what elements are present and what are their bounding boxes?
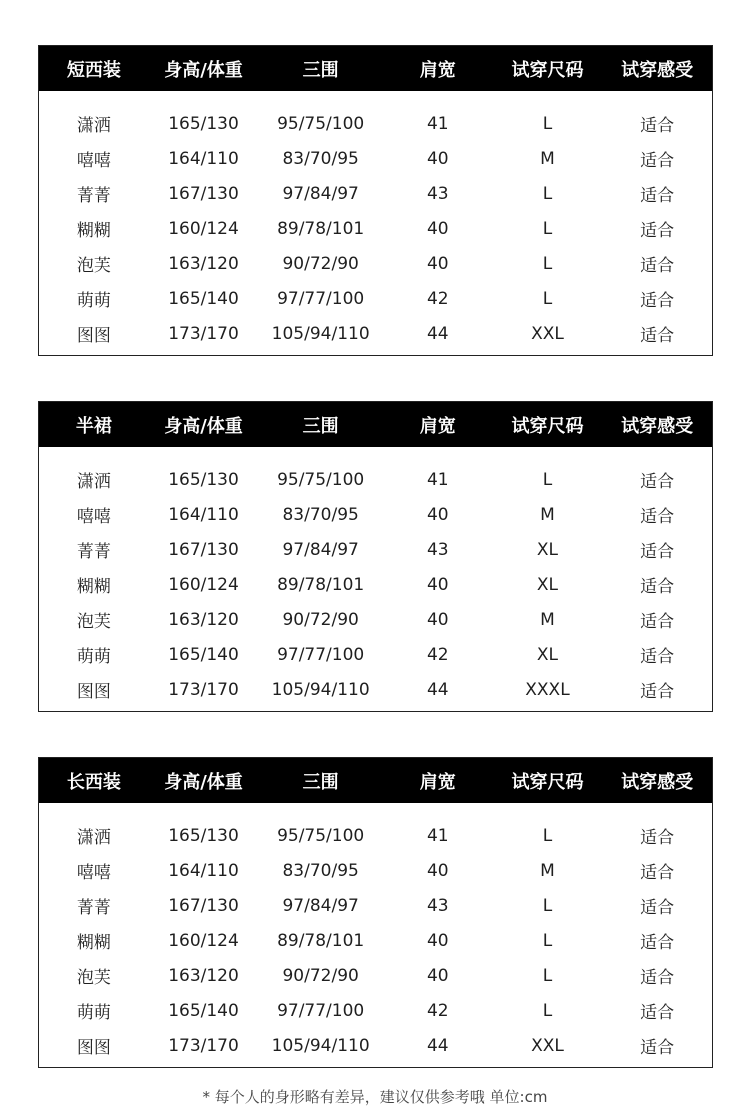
column-header-fit: 试穿感受 xyxy=(621,415,694,437)
cell-size: L xyxy=(542,218,553,239)
size-table-half-skirt xyxy=(38,401,713,712)
cell-height-weight: 173/170 xyxy=(168,1035,239,1056)
category-label: 长西装 xyxy=(66,771,121,793)
cell-measurements: 105/94/110 xyxy=(271,679,370,700)
cell-measurements: 105/94/110 xyxy=(271,323,370,344)
column-header-shoulder: 肩宽 xyxy=(419,771,456,793)
cell-measurements: 89/78/101 xyxy=(277,218,365,239)
cell-size: L xyxy=(542,895,553,916)
cell-height-weight: 173/170 xyxy=(168,679,239,700)
cell-model: 菁菁 xyxy=(76,186,111,206)
cell-shoulder: 41 xyxy=(426,469,449,490)
cell-height-weight: 160/124 xyxy=(168,218,239,239)
cell-fit: 适合 xyxy=(640,116,675,136)
table-body xyxy=(39,803,712,1063)
cell-measurements: 95/75/100 xyxy=(277,825,365,846)
table-row xyxy=(39,923,712,958)
cell-model: 萌萌 xyxy=(76,291,111,311)
cell-size: XL xyxy=(536,539,559,560)
cell-shoulder: 44 xyxy=(426,323,449,344)
cell-fit: 适合 xyxy=(640,326,675,346)
table-row xyxy=(39,958,712,993)
cell-size: L xyxy=(542,930,553,951)
table-row xyxy=(39,888,712,923)
category-label: 短西装 xyxy=(66,59,121,81)
table-row xyxy=(39,462,712,497)
cell-height-weight: 164/110 xyxy=(168,148,239,169)
cell-fit: 适合 xyxy=(640,472,675,492)
cell-model: 潇洒 xyxy=(76,116,111,136)
table-row xyxy=(39,853,712,888)
table-body xyxy=(39,91,712,351)
cell-height-weight: 163/120 xyxy=(168,253,239,274)
column-header-size: 试穿尺码 xyxy=(511,415,584,437)
cell-size: L xyxy=(542,1000,553,1021)
cell-shoulder: 43 xyxy=(426,539,449,560)
cell-height-weight: 160/124 xyxy=(168,930,239,951)
cell-measurements: 90/72/90 xyxy=(282,609,359,630)
cell-height-weight: 165/140 xyxy=(168,1000,239,1021)
table-row xyxy=(39,532,712,567)
cell-height-weight: 167/130 xyxy=(168,539,239,560)
cell-height-weight: 167/130 xyxy=(168,895,239,916)
cell-height-weight: 160/124 xyxy=(168,574,239,595)
column-header-size: 试穿尺码 xyxy=(511,59,584,81)
cell-fit: 适合 xyxy=(640,151,675,171)
cell-fit: 适合 xyxy=(640,863,675,883)
footnote: * 每个人的身形略有差异，建议仅供参考哦 单位:cm xyxy=(202,1088,548,1106)
cell-size: XL xyxy=(536,644,559,665)
table-row xyxy=(39,818,712,853)
table-row xyxy=(39,106,712,141)
column-header-fit: 试穿感受 xyxy=(621,59,694,81)
column-header-height-weight: 身高/体重 xyxy=(164,59,243,81)
cell-measurements: 97/84/97 xyxy=(282,895,359,916)
table-row xyxy=(39,602,712,637)
cell-measurements: 90/72/90 xyxy=(282,253,359,274)
table-row xyxy=(39,672,712,707)
cell-model: 图图 xyxy=(76,1038,111,1058)
column-header-measurements: 三围 xyxy=(302,771,339,793)
cell-size: L xyxy=(542,965,553,986)
cell-model: 菁菁 xyxy=(76,898,111,918)
column-header-height-weight: 身高/体重 xyxy=(164,771,243,793)
cell-height-weight: 165/130 xyxy=(168,113,239,134)
cell-size: M xyxy=(540,609,555,630)
cell-measurements: 83/70/95 xyxy=(282,504,359,525)
cell-fit: 适合 xyxy=(640,1003,675,1023)
cell-fit: 适合 xyxy=(640,682,675,702)
column-header-measurements: 三围 xyxy=(302,59,339,81)
cell-shoulder: 41 xyxy=(426,825,449,846)
cell-height-weight: 165/140 xyxy=(168,644,239,665)
cell-shoulder: 40 xyxy=(426,504,449,525)
cell-measurements: 97/84/97 xyxy=(282,183,359,204)
cell-fit: 适合 xyxy=(640,221,675,241)
cell-model: 嘻嘻 xyxy=(76,863,111,883)
cell-fit: 适合 xyxy=(640,1038,675,1058)
cell-fit: 适合 xyxy=(640,898,675,918)
cell-height-weight: 165/130 xyxy=(168,825,239,846)
cell-measurements: 97/77/100 xyxy=(277,644,365,665)
cell-measurements: 90/72/90 xyxy=(282,965,359,986)
cell-size: L xyxy=(542,469,553,490)
cell-measurements: 89/78/101 xyxy=(277,930,365,951)
cell-model: 图图 xyxy=(76,326,111,346)
cell-shoulder: 43 xyxy=(426,183,449,204)
column-header-size: 试穿尺码 xyxy=(511,771,584,793)
cell-shoulder: 40 xyxy=(426,253,449,274)
cell-model: 泡芙 xyxy=(76,612,111,632)
cell-fit: 适合 xyxy=(640,291,675,311)
cell-model: 图图 xyxy=(76,682,111,702)
cell-height-weight: 164/110 xyxy=(168,504,239,525)
cell-model: 菁菁 xyxy=(76,542,111,562)
cell-height-weight: 165/130 xyxy=(168,469,239,490)
cell-model: 嘻嘻 xyxy=(76,151,111,171)
cell-model: 萌萌 xyxy=(76,1003,111,1023)
cell-shoulder: 44 xyxy=(426,679,449,700)
cell-size: XXXL xyxy=(525,679,570,700)
cell-shoulder: 40 xyxy=(426,860,449,881)
cell-height-weight: 163/120 xyxy=(168,965,239,986)
cell-measurements: 89/78/101 xyxy=(277,574,365,595)
table-row xyxy=(39,993,712,1028)
table-header xyxy=(39,758,712,803)
cell-fit: 适合 xyxy=(640,828,675,848)
table-row xyxy=(39,497,712,532)
cell-height-weight: 167/130 xyxy=(168,183,239,204)
table-row xyxy=(39,637,712,672)
cell-size: M xyxy=(540,860,555,881)
cell-shoulder: 40 xyxy=(426,218,449,239)
cell-model: 泡芙 xyxy=(76,968,111,988)
column-header-shoulder: 肩宽 xyxy=(419,415,456,437)
cell-size: L xyxy=(542,288,553,309)
cell-shoulder: 42 xyxy=(426,1000,449,1021)
cell-fit: 适合 xyxy=(640,542,675,562)
table-row xyxy=(39,141,712,176)
cell-measurements: 95/75/100 xyxy=(277,113,365,134)
cell-shoulder: 40 xyxy=(426,574,449,595)
column-header-fit: 试穿感受 xyxy=(621,771,694,793)
table-row xyxy=(39,567,712,602)
cell-shoulder: 40 xyxy=(426,965,449,986)
cell-fit: 适合 xyxy=(640,612,675,632)
column-header-height-weight: 身高/体重 xyxy=(164,415,243,437)
cell-size: XL xyxy=(536,574,559,595)
column-header-shoulder: 肩宽 xyxy=(419,59,456,81)
cell-measurements: 105/94/110 xyxy=(271,1035,370,1056)
cell-shoulder: 40 xyxy=(426,609,449,630)
cell-fit: 适合 xyxy=(640,968,675,988)
cell-model: 萌萌 xyxy=(76,647,111,667)
cell-height-weight: 163/120 xyxy=(168,609,239,630)
table-row xyxy=(39,211,712,246)
cell-model: 潇洒 xyxy=(76,472,111,492)
cell-shoulder: 44 xyxy=(426,1035,449,1056)
cell-measurements: 95/75/100 xyxy=(277,469,365,490)
table-header xyxy=(39,46,712,91)
cell-measurements: 97/84/97 xyxy=(282,539,359,560)
table-row xyxy=(39,281,712,316)
cell-size: M xyxy=(540,148,555,169)
cell-model: 泡芙 xyxy=(76,256,111,276)
cell-size: L xyxy=(542,113,553,134)
cell-measurements: 97/77/100 xyxy=(277,1000,365,1021)
cell-size: XXL xyxy=(531,1035,564,1056)
cell-shoulder: 43 xyxy=(426,895,449,916)
cell-shoulder: 41 xyxy=(426,113,449,134)
table-row xyxy=(39,176,712,211)
table-row xyxy=(39,246,712,281)
cell-fit: 适合 xyxy=(640,256,675,276)
cell-model: 糊糊 xyxy=(76,933,111,953)
cell-measurements: 97/77/100 xyxy=(277,288,365,309)
cell-shoulder: 42 xyxy=(426,288,449,309)
cell-size: XXL xyxy=(531,323,564,344)
cell-height-weight: 173/170 xyxy=(168,323,239,344)
cell-fit: 适合 xyxy=(640,647,675,667)
cell-size: M xyxy=(540,504,555,525)
size-table-long-blazer xyxy=(38,757,713,1068)
cell-measurements: 83/70/95 xyxy=(282,860,359,881)
table-row xyxy=(39,316,712,351)
column-header-measurements: 三围 xyxy=(302,415,339,437)
cell-fit: 适合 xyxy=(640,933,675,953)
cell-fit: 适合 xyxy=(640,507,675,527)
cell-size: L xyxy=(542,253,553,274)
cell-measurements: 83/70/95 xyxy=(282,148,359,169)
cell-height-weight: 164/110 xyxy=(168,860,239,881)
table-body xyxy=(39,447,712,707)
cell-size: L xyxy=(542,825,553,846)
category-label: 半裙 xyxy=(75,415,112,437)
cell-height-weight: 165/140 xyxy=(168,288,239,309)
cell-shoulder: 42 xyxy=(426,644,449,665)
cell-model: 嘻嘻 xyxy=(76,507,111,527)
size-table-short-blazer xyxy=(38,45,713,356)
cell-shoulder: 40 xyxy=(426,148,449,169)
table-row xyxy=(39,1028,712,1063)
table-header xyxy=(39,402,712,447)
cell-model: 糊糊 xyxy=(76,577,111,597)
cell-fit: 适合 xyxy=(640,577,675,597)
cell-model: 糊糊 xyxy=(76,221,111,241)
cell-fit: 适合 xyxy=(640,186,675,206)
cell-size: L xyxy=(542,183,553,204)
cell-model: 潇洒 xyxy=(76,828,111,848)
cell-shoulder: 40 xyxy=(426,930,449,951)
